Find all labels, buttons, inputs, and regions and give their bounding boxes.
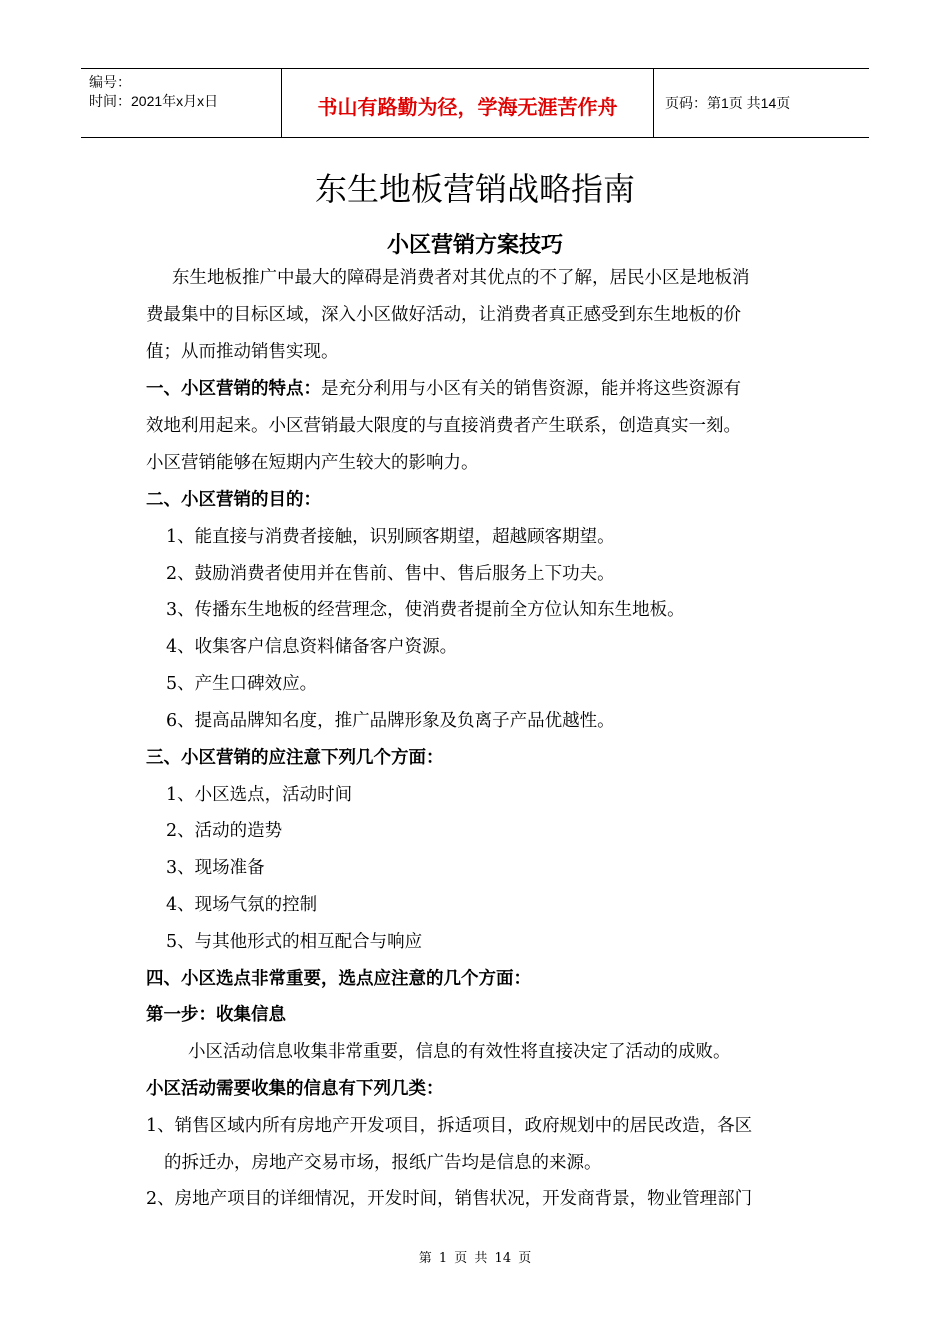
list-item: 3、现场准备 — [166, 858, 265, 878]
document-title: 东生地板营销战略指南 — [314, 170, 635, 208]
list-item: 2、活动的造势 — [166, 821, 283, 841]
header-motto-cell — [282, 69, 654, 137]
info-heading: 小区活动需要收集的信息有下列几类： — [146, 1079, 444, 1099]
info-line: 2、房地产项目的详细情况，开发时间，销售状况，开发商背景，物业管理部门 — [146, 1189, 753, 1209]
step1-heading: 第一步：收集信息 — [146, 1005, 286, 1025]
section1-line: 小区营销能够在短期内产生较大的影响力。 — [146, 453, 479, 473]
time-label: 时间：2021年x月x日 — [89, 93, 219, 109]
section3-heading: 三、小区营销的应注意下列几个方面： — [146, 748, 444, 768]
list-item: 4、收集客户信息资料储备客户资源。 — [166, 637, 458, 657]
number-label: 编号： — [89, 74, 131, 90]
section4-heading: 四、小区选点非常重要，选点应注意的几个方面： — [146, 969, 531, 989]
list-item: 2、鼓励消费者使用并在售前、售中、售后服务上下功夫。 — [166, 564, 615, 584]
section1-heading: 一、小区营销的特点： — [146, 379, 321, 399]
info-line: 的拆迁办，房地产交易市场，报纸广告均是信息的来源。 — [164, 1153, 602, 1173]
section1-text: 是充分利用与小区有关的销售资源，能并将这些资源有 — [321, 379, 741, 399]
page-footer: 第 1 页 共 14 页 — [418, 1251, 532, 1266]
header-meta-cell — [81, 69, 282, 137]
list-item: 4、现场气氛的控制 — [166, 895, 318, 915]
intro-line: 值；从而推动销售实现。 — [146, 342, 339, 362]
page-info: 页码：第1页 共14页 — [665, 95, 791, 111]
intro-line: 费最集中的目标区域，深入小区做好活动，让消费者真正感受到东生地板的价 — [146, 305, 741, 325]
section1-line: 效地利用起来。小区营销最大限度的与直接消费者产生联系，创造真实一刻。 — [146, 416, 741, 436]
list-item: 3、传播东生地板的经营理念，使消费者提前全方位认知东生地板。 — [166, 600, 685, 620]
list-item: 6、提高品牌知名度，推广品牌形象及负离子产品优越性。 — [166, 711, 615, 731]
list-item: 5、产生口碑效应。 — [166, 674, 318, 694]
section1-first-line — [146, 375, 741, 400]
document-subtitle: 小区营销方案技巧 — [386, 233, 563, 258]
intro-line: 东生地板推广中最大的障碍是消费者对其优点的不了解，居民小区是地板消 — [172, 268, 750, 288]
section2-heading: 二、小区营销的目的： — [146, 490, 321, 510]
list-item: 1、小区选点，活动时间 — [166, 785, 353, 805]
list-item: 1、能直接与消费者接触，识别顾客期望，超越顾客期望。 — [166, 527, 615, 547]
step1-text: 小区活动信息收集非常重要，信息的有效性将直接决定了活动的成败。 — [188, 1042, 731, 1062]
list-item: 5、与其他形式的相互配合与响应 — [166, 932, 423, 952]
motto-text: 书山有路勤为径，学海无涯苦作舟 — [317, 95, 618, 119]
document-header — [81, 68, 869, 138]
info-line: 1、销售区域内所有房地产开发项目，拆适项目，政府规划中的居民改造，各区 — [146, 1116, 753, 1136]
